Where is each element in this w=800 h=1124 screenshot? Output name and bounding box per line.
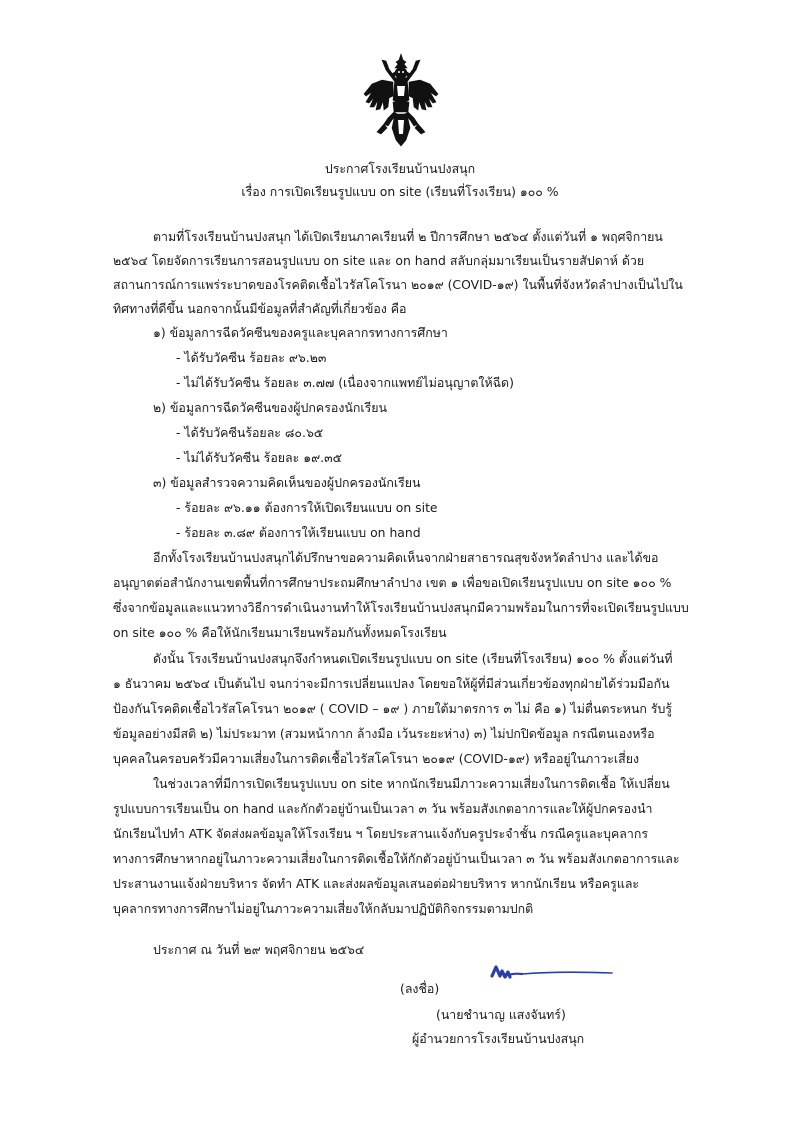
page-title: ประกาศโรงเรียนบ้านปงสนุก <box>324 161 476 176</box>
signer-position: ผู้อำนวยการโรงเรียนบ้านปงสนุก <box>412 1031 585 1046</box>
paragraph-line: ตามที่โรงเรียนบ้านปงสนุก ได้เปิดเรียนภาคเรียนที่ ๒ ปีการศึกษา ๒๕๖๔ ตั้งแต่วันที่ ๑ พฤศจิกายน <box>153 229 663 244</box>
announcement-date: ประกาศ ณ วันที่ ๒๙ พฤศจิกายน ๒๕๖๔ <box>153 942 365 957</box>
garuda-emblem-icon <box>362 52 440 148</box>
list-item: - ไม่ได้รับวัคซีน ร้อยละ ๓.๗๗ (เนื่องจากแพทย์ไม่อนุญาตให้ฉีด) <box>176 375 514 390</box>
paragraph-line: รูปแบบการเรียนเป็น on hand และกักตัวอยู่บ้านเป็นเวลา ๓ วัน พร้อมสังเกตอาการและให้ผู้ปกครองนำ <box>113 801 653 816</box>
paragraph-line: อีกทั้งโรงเรียนบ้านปงสนุกได้ปรึกษาขอความคิดเห็นจากฝ่ายสาธารณสุขจังหวัดลำปาง และได้ขอ <box>153 550 659 565</box>
list-heading: ๑) ข้อมูลการฉีดวัคซีนของครูและบุคลากรทางการศึกษา <box>153 325 448 340</box>
paragraph-line: ๑ ธันวาคม ๒๕๖๔ เป็นต้นไป จนกว่าจะมีการเปลี่ยนแปลง โดยขอให้ผู้ที่มีส่วนเกี่ยวข้องทุกฝ่ายได้ร่วมมือกัน <box>113 676 670 691</box>
paragraph-line: บุคลากรทางการศึกษาไม่อยู่ในภาวะความเสี่ยงให้กลับมาปฏิบัติกิจกรรมตามปกติ <box>113 901 534 916</box>
list-heading: ๓) ข้อมูลสำรวจความคิดเห็นของผู้ปกครองนักเรียน <box>153 475 421 490</box>
paragraph-line: อนุญาตต่อสำนักงานเขตพื้นที่การศึกษาประถมศึกษาลำปาง เขต ๑ เพื่อขอเปิดเรียนรูปแบบ on site ๑๐๐ % <box>113 575 672 590</box>
paragraph-line: ทางการศึกษาหากอยู่ในภาวะความเสี่ยงในการติดเชื้อให้กักตัวอยู่บ้านเป็นเวลา ๓ วัน พร้อมสังเกตอาการและ <box>113 851 680 866</box>
paragraph-line: on site ๑๐๐ % คือให้นักเรียนมาเรียนพร้อมกันทั้งหมดโรงเรียน <box>113 625 447 640</box>
paragraph-line: ป้องกันโรคติดเชื้อไวรัสโคโรนา ๒๐๑๙ ( COVID – ๑๙ ) ภายใต้มาตรการ ๓ ไม่ คือ ๑) ไม่ตื่นตระหนก รับรู้ <box>113 701 673 716</box>
paragraph-line: ทิศทางที่ดีขึ้น นอกจากนั้นมีข้อมูลที่สำคัญที่เกี่ยวข้อง คือ <box>113 301 407 316</box>
paragraph-line: นักเรียนไปทำ ATK จัดส่งผลข้อมูลให้โรงเรียน ฯ โดยประสานแจ้งกับครูประจำชั้น กรณีครูและบุคลากร <box>113 826 649 841</box>
paragraph-line: ในช่วงเวลาที่มีการเปิดเรียนรูปแบบ on site หากนักเรียนมีภาวะความเสี่ยงในการติดเชื้อ ให้เปลี่ยน <box>153 776 670 791</box>
paragraph-line: ๒๕๖๔ โดยจัดการเรียนการสอนรูปแบบ on site และ on hand สลับกลุ่มมาเรียนเป็นรายสัปดาห์ ด้วย <box>113 253 645 268</box>
signer-name: (นายชำนาญ แสงจันทร์) <box>436 1007 566 1022</box>
list-item: - ได้รับวัคซีน ร้อยละ ๙๖.๒๓ <box>176 350 327 365</box>
paragraph-line: สถานการณ์การแพร่ระบาดของโรคติดเชื้อไวรัสโคโรนา ๒๐๑๙ (COVID-๑๙) ในพื้นที่จังหวัดลำปางเป็นไปใน <box>113 277 683 292</box>
signature-icon <box>488 960 616 988</box>
list-item: - ไม่ได้รับวัคซีน ร้อยละ ๑๙.๓๕ <box>176 450 342 465</box>
paragraph-line: ซึ่งจากข้อมูลและแนวทางวิธีการดำเนินงานทำให้โรงเรียนบ้านปงสนุกมีความพร้อมในการที่จะเปิดเรียนรูปแบบ <box>113 600 689 615</box>
paragraph-line: ประสานงานแจ้งฝ่ายบริหาร จัดทำ ATK และส่งผลข้อมูลเสนอต่อฝ่ายบริหาร หากนักเรียน หรือครูและ <box>113 876 640 891</box>
paragraph-line: บุคคลในครอบครัวมีความเสี่ยงในการติดเชื้อไวรัสโคโรนา ๒๐๑๙ (COVID-๑๙) หรืออยู่ในภาวะเสี่ยง <box>113 751 640 766</box>
list-item: - ได้รับวัคซีนร้อยละ ๘๐.๖๕ <box>176 425 324 440</box>
paragraph-line: ข้อมูลอย่างมีสติ ๒) ไม่ประมาท (สวมหน้ากาก ล้างมือ เว้นระยะห่าง) ๓) ไม่ปกปิดข้อมูล กรณีตนเองหรือ <box>113 726 655 741</box>
list-heading: ๒) ข้อมูลการฉีดวัคซีนของผู้ปกครองนักเรียน <box>153 400 387 415</box>
subject-line: เรื่อง การเปิดเรียนรูปแบบ on site (เรียนที่โรงเรียน) ๑๐๐ % <box>241 184 559 199</box>
signature-label: (ลงชื่อ) <box>400 981 440 996</box>
paragraph-line: ดังนั้น โรงเรียนบ้านปงสนุกจึงกำหนดเปิดเรียนรูปแบบ on site (เรียนที่โรงเรียน) ๑๐๐ % ตั้งแต่วันที่ <box>153 651 673 666</box>
list-item: - ร้อยละ ๙๖.๑๑ ต้องการให้เปิดเรียนแบบ on site <box>176 500 438 515</box>
list-item: - ร้อยละ ๓.๘๙ ต้องการให้เรียนแบบ on hand <box>176 525 421 540</box>
